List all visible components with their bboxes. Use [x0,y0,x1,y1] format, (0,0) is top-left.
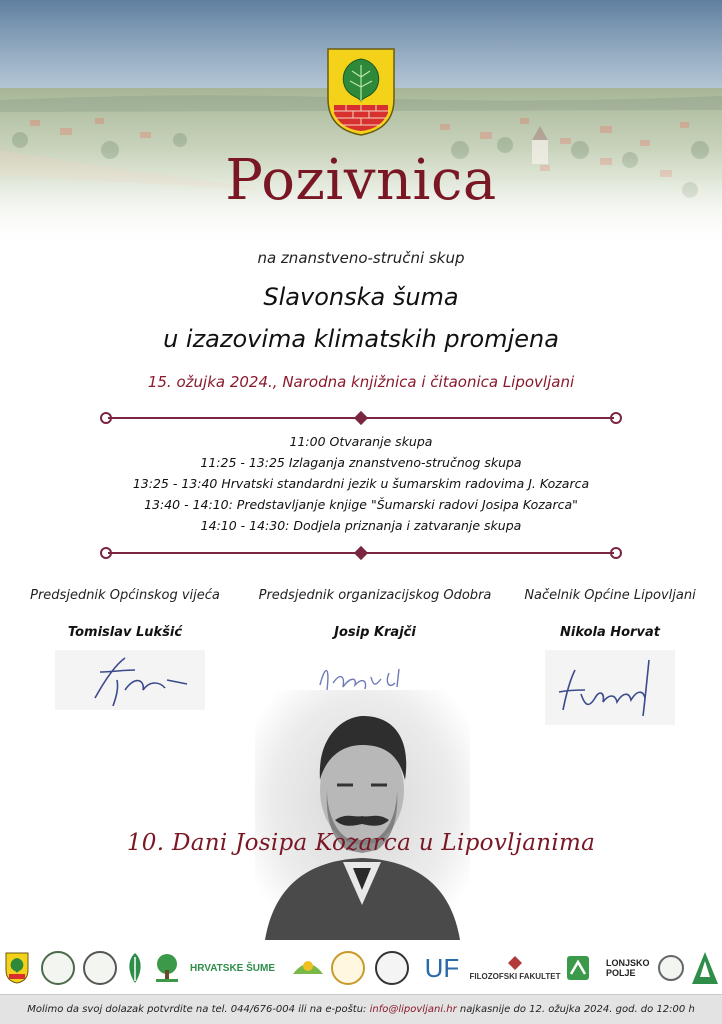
emblem-logo [122,948,148,988]
event-date-place: 15. ožujka 2024., Narodna knjižnica i čitaonica Lipovljani [147,373,575,391]
tree-logo [690,948,720,988]
seal-logo [658,948,684,988]
seal-logo [330,948,366,988]
program-list [0,431,722,536]
emblem-logo [566,948,590,988]
seal-logo [374,948,410,988]
lonjsko-polje-logo [598,948,654,988]
portrait-image [255,690,470,940]
lipovljani-logo [290,948,326,988]
filozofski-fakultet-logo [470,948,560,988]
footer-email-link[interactable]: info@lipovljani.hr [369,1004,457,1015]
signatory-name: Josip Krajči [334,625,416,640]
coat-of-arms-icon [326,47,396,137]
program-item: 13:25 - 13:40 Hrvatski standardni jezik u šumarskim radovima J. Kozarca [132,476,590,491]
event-heading-line-1: Slavonska šuma [263,283,459,311]
footer-rsvp [0,994,722,1024]
handwritten-signature [55,650,205,710]
seal-logo [82,948,118,988]
ornament-divider [100,410,622,426]
hrvatske-sume-logo [188,948,274,988]
lipovljani-coat-logo [4,948,30,988]
event-subtitle: na znanstveno-stručni skup [257,249,465,267]
uf-logo [420,948,464,988]
event-script-title: 10. Dani Josipa Kozarca u Lipovljanima [126,830,596,856]
filozofski-label: FILOZOFSKI FAKULTET [469,971,561,981]
signatory-council-president [10,588,240,640]
program-item: 11:00 Otvaranje skupa [289,434,433,449]
footer-text: Molimo da svoj dolazak potvrdite na tel. 044/676-004 ili na e-poštu: [27,1004,370,1015]
ornament-divider [100,545,622,561]
uf-label: UF [424,952,460,983]
signatory-name: Nikola Horvat [560,625,660,640]
program-item: 11:25 - 13:25 Izlaganja znanstveno-stručnog skupa [200,455,522,470]
sponsor-logos [0,948,722,992]
signatory-mayor [505,588,715,640]
footer-text: najkasnije do 12. ožujka 2024. god. do 12:00 h [456,1004,695,1015]
signatory-role: Predsjednik Općinskog vijeća [30,588,220,603]
signatory-role: Predsjednik organizacijskog Odobra [258,588,492,603]
hrvatske-sume-label: HRVATSKE ŠUME [190,962,276,974]
lonjsko-polje-label: LONJSKO POLJE [606,958,650,978]
seal-logo [40,948,76,988]
signatory-name: Tomislav Lukšić [67,625,183,640]
signatory-committee-president [245,588,505,640]
event-heading-line-2: u izazovima klimatskih promjena [163,325,559,353]
page-title: Pozivnica [225,148,497,213]
program-item: 14:10 - 14:30: Dodjela priznanja i zatvaranje skupa [200,518,522,533]
program-item: 13:40 - 14:10: Predstavljanje knjige "Šumarski radovi Josipa Kozarca" [144,497,578,512]
emblem-logo [152,948,182,988]
handwritten-signature [545,650,675,725]
signatory-role: Načelnik Općine Lipovljani [524,588,696,603]
